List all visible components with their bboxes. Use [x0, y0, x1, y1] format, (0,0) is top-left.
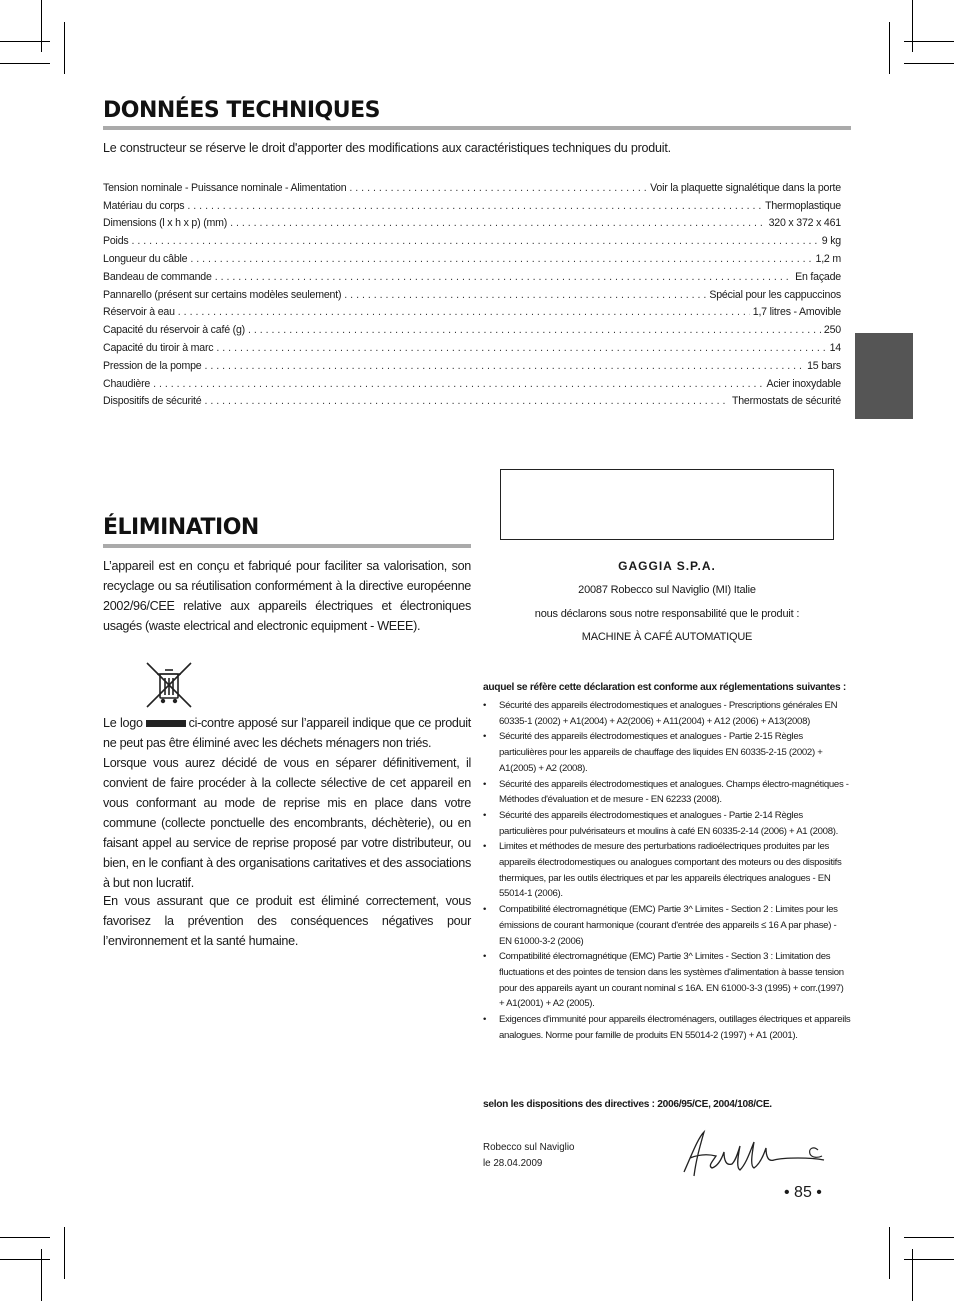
- spec-row: [103, 318, 841, 336]
- crop-mark: [889, 22, 890, 74]
- crop-mark: [904, 1237, 954, 1238]
- elimination-paragraph-logo: [103, 713, 471, 753]
- spec-row: [103, 336, 841, 354]
- spec-label: Capacité du tiroir à marc: [103, 341, 214, 354]
- crop-mark: [904, 41, 954, 42]
- spec-value: 9 kg: [821, 235, 841, 248]
- dot-leader: [190, 253, 812, 265]
- crop-mark: [64, 22, 65, 74]
- section-tab: [855, 333, 913, 419]
- logo-suffix: ci-contre apposé sur l’appareil indique que ce produit ne peut pas être éliminé avec les déchets ménagers non triés.: [103, 716, 471, 750]
- dot-leader: [215, 271, 792, 283]
- standard-item: • Compatibilité électromagnétique (EMC) Partie 3^ Limites - Section 2 : Limites pour les émissions de courant harmonique (courant d'entrée des appareils ≤ 16 A par phase) - EN 61000-3-2 (2006): [483, 902, 851, 949]
- crop-mark: [889, 1227, 890, 1279]
- standard-item: • Sécurité des appareils électrodomestiques et analogues - Prescriptions générales EN 60335-1 (2002) + A1(2004) + A2(2006) + A11(2004) + A12 (2006) + A13(2008): [483, 698, 851, 729]
- dot-leader: [230, 217, 765, 229]
- crop-mark: [904, 63, 954, 64]
- standards-list: [483, 698, 851, 1043]
- spec-row: [103, 301, 841, 319]
- spec-value: Spécial pour les cappuccinos: [709, 288, 841, 301]
- spec-value: 15 bars: [807, 359, 841, 372]
- spec-value: Thermoplastique: [765, 199, 841, 212]
- spec-label: Bandeau de commande: [103, 270, 212, 283]
- crop-mark: [64, 1227, 65, 1279]
- crossed-bin-icon: [144, 660, 194, 710]
- standard-item: • Sécurité des appareils électrodomestiques et analogues. Champs électro-magnétiques - Méthodes d'évaluation et de mesure - EN 62233 (2008).: [483, 777, 851, 808]
- standard-item: • Compatibilité électromagnétique (EMC) Partie 3^ Limites - Section 3 : Limitation des fluctuations et des pointes de tension dans les systèmes d'alimentation à basse tension pour des appareils ayant un courant nominal ≤ 16A. EN 61000-3-3 (1995) + corr.(1997) + A1(2001) + A2 (2005).: [483, 949, 851, 1012]
- dot-leader: [216, 342, 826, 354]
- declaration-box: [500, 469, 834, 540]
- spec-label: Pression de la pompe: [103, 359, 202, 372]
- spec-row: [103, 229, 841, 247]
- spec-row: [103, 176, 841, 194]
- spec-value: 1,7 litres - Amovible: [752, 306, 841, 319]
- spec-label: Matériau du corps: [103, 199, 185, 212]
- crop-mark: [0, 41, 50, 42]
- spec-value: 250: [823, 324, 841, 337]
- elimination-paragraph-2: Lorsque vous aurez décidé de vous en séparer définitivement, il convient de faire procéder à la collecte sélective de cet appareil en vous conformant au mode de reprise mis en place dans votre commune (collecte ponctuelle des encombrants, déchèterie), ou en faisant appel au service de reprise proposé par votre distributeur, ou bien, en le confiant à des organisations caritatives et des associations à but non lucratif.: [103, 756, 471, 890]
- signature-place-date: [483, 1140, 574, 1172]
- spec-value: En façade: [795, 270, 841, 283]
- spec-label: Tension nominale - Puissance nominale - Alimentation: [103, 181, 347, 194]
- dot-leader: [153, 378, 763, 390]
- standard-item: • Limites et méthodes de mesure des perturbations radioélectriques produites par les appareils électrodomestiques ou analogues comportant des moteurs ou des dispositifs thermiques, par les outils électriques et par les appareils électriques analogues - EN 55014-1 (2006).: [483, 839, 851, 902]
- spec-row: [103, 265, 841, 283]
- declaration-body: [483, 680, 851, 1043]
- directives-text: selon les dispositions des directives : 2006/95/CE, 2004/108/CE.: [483, 1099, 772, 1110]
- crop-mark: [41, 0, 42, 52]
- spec-label: Dispositifs de sécurité: [103, 395, 202, 408]
- crop-mark: [0, 63, 50, 64]
- crop-mark: [904, 1259, 954, 1260]
- spec-label: Poids: [103, 235, 129, 248]
- spec-value: Voir la plaquette signalétique dans la porte: [650, 181, 841, 194]
- dot-leader: [204, 395, 729, 407]
- dot-leader: [178, 306, 750, 318]
- elimination-paragraph-3: En vous assurant que ce produit est éliminé correctement, vous favorisez la prévention des conséquences négatives pour l’environnement et la santé humaine.: [103, 894, 471, 948]
- standard-item: • Sécurité des appareils électrodomestiques et analogues - Partie 2-15 Règles particulières pour les appareils de chauffage des liquides EN 60335-2-15 (2002) + A1(2005) + A2 (2008).: [483, 729, 851, 776]
- company-address: 20087 Robecco sul Naviglio (MI) Italie: [578, 584, 756, 596]
- product-name: MACHINE À CAFÉ AUTOMATIQUE: [581, 631, 753, 643]
- dot-leader: [248, 324, 821, 336]
- dot-leader: [187, 200, 762, 212]
- dot-leader: [204, 360, 804, 372]
- spec-list: [103, 176, 841, 407]
- elimination-paragraph-1: L’appareil est en conçu et fabriqué pour faciliter sa valorisation, son recyclage ou sa réutilisation conformément à la directive européenne 2002/96/CEE relative aux appareils électriques et électroniques usagés (waste electrical and electronic equipment - WEEE).: [103, 559, 471, 633]
- place: Robecco sul Naviglio: [483, 1142, 575, 1153]
- spec-label: Capacité du réservoir à café (g): [103, 324, 245, 337]
- spec-value: Thermostats de sécurité: [731, 395, 841, 408]
- spec-value: 320 x 372 x 461: [768, 217, 841, 230]
- page-number: • 85 •: [784, 1184, 822, 1201]
- title-rule: [103, 544, 471, 548]
- crop-mark: [912, 1249, 913, 1301]
- date: le 28.04.2009: [483, 1158, 543, 1169]
- spec-label: Pannarello (présent sur certains modèles seulement): [103, 288, 342, 301]
- donnees-intro: Le constructeur se réserve le droit d'apporter des modifications aux caractéristiques techniques du produit.: [103, 141, 671, 155]
- signature: [678, 1124, 838, 1188]
- spec-row: [103, 354, 841, 372]
- logo-prefix: Le logo: [103, 716, 143, 730]
- spec-value: 14: [829, 341, 841, 354]
- spec-value: Acier inoxydable: [766, 377, 841, 390]
- spec-label: Chaudière: [103, 377, 151, 390]
- spec-row: [103, 390, 841, 408]
- crop-mark: [912, 0, 913, 52]
- spec-row: [103, 283, 841, 301]
- crop-mark: [0, 1259, 50, 1260]
- spec-label: Dimensions (l x h x p) (mm): [103, 217, 228, 230]
- spec-row: [103, 247, 841, 265]
- title-rule: [103, 126, 851, 130]
- section-title-donnees: DONNÉES TECHNIQUES: [103, 98, 380, 123]
- dot-leader: [344, 289, 706, 301]
- company-name: GAGGIA S.P.A.: [618, 559, 716, 573]
- crop-mark: [0, 1237, 50, 1238]
- crop-mark: [41, 1249, 42, 1301]
- standard-item: • Sécurité des appareils électrodomestiques et analogues - Partie 2-14 Règles particulières pour pulvérisateurs et moulins à café EN 60335-2-14 (2006) + A1 (2008).: [483, 808, 851, 839]
- spec-label: Longueur du câble: [103, 252, 188, 265]
- spec-label: Réservoir à eau: [103, 306, 175, 319]
- spec-row: [103, 212, 841, 230]
- spec-row: [103, 194, 841, 212]
- spec-value: 1,2 m: [815, 252, 841, 265]
- standard-item: • Exigences d'immunité pour appareils électroménagers, outillages électriques et appareils analogues. Norme pour famille de produits EN 55014-2 (1997) + A1 (2001).: [483, 1012, 851, 1043]
- dot-leader: [132, 235, 819, 247]
- dot-leader: [349, 182, 647, 194]
- spec-row: [103, 372, 841, 390]
- weee-bar-icon: [146, 720, 186, 727]
- declaration-intro: auquel se réfère cette déclaration est conforme aux réglementations suivantes :: [483, 682, 846, 693]
- section-title-elimination: ÉLIMINATION: [103, 515, 259, 540]
- declaration-statement: nous déclarons sous notre responsabilité que le produit :: [534, 608, 800, 620]
